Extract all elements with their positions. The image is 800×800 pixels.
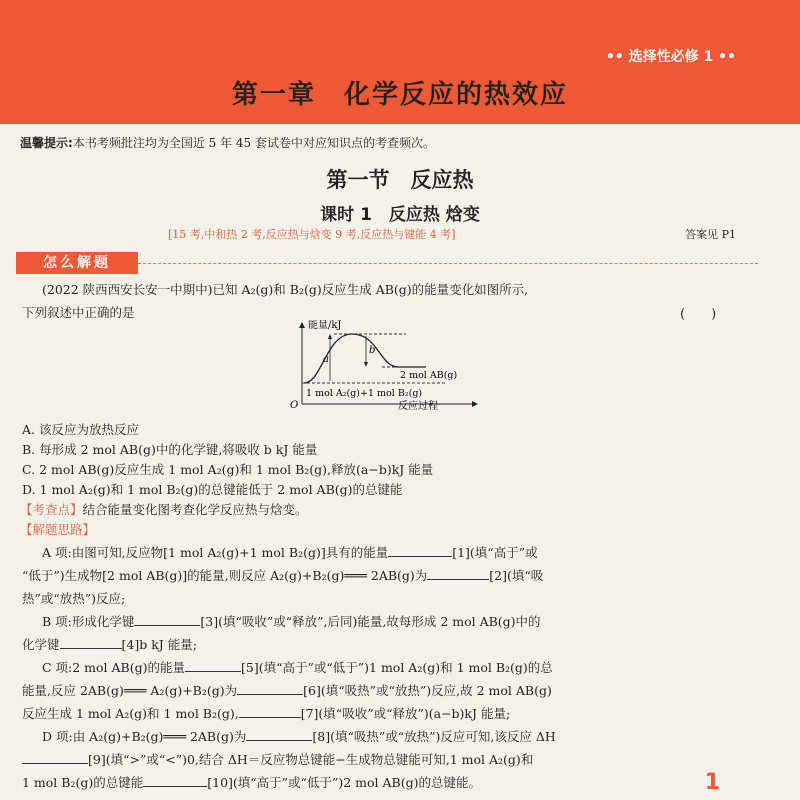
blank-9[interactable] [22, 752, 88, 764]
option-d: D. 1 mol A₂(g)和 1 mol B₂(g)的总键能低于 2 mol AB(g)的总键能 [22, 482, 403, 497]
analysis-d-text-4: 1 mol B₂(g)的总键能 [22, 775, 144, 790]
analysis-a-line-3: 热”或“放热”)反应; [22, 591, 126, 606]
blank-5[interactable] [185, 660, 241, 672]
analysis-d-text-3: [9](填“>”或“<”)0,结合 ΔH＝反应物总键能−生成物总键能可知,1 mol A₂(g)和 [88, 752, 534, 767]
analysis-b-text-1: B 项:形成化学键 [42, 614, 135, 629]
analysis-b-line-2 [22, 635, 197, 653]
analysis-c-text-2: [5](填“高于”或“低于”)1 mol A₂(g)和 1 mol B₂(g)的总 [241, 660, 553, 675]
analysis-d-text-1: D 项:由 A₂(g)+B₂(g)═══ 2AB(g)为 [42, 729, 247, 744]
analysis-b-text-2: [3](填“吸收”或“释放”,后同)能量,故每形成 2 mol AB(g)中的 [200, 614, 541, 629]
divider [138, 263, 758, 264]
label-product: 2 mol AB(g) [400, 370, 458, 381]
analysis-d-line-3 [22, 773, 481, 791]
option-c: C. 2 mol AB(g)反应生成 1 mol A₂(g)和 1 mol B₂(g),释放(a−b)kJ 能量 [22, 462, 434, 477]
analysis-c-text-5: 反应生成 1 mol A₂(g)和 1 mol B₂(g), [22, 706, 239, 721]
tip [20, 134, 435, 151]
blank-1[interactable] [388, 545, 452, 557]
approach-tag: 【解题思路】 [20, 522, 96, 537]
label-b: b [369, 345, 376, 356]
analysis-c-line-3 [22, 704, 510, 722]
energy-diagram [286, 320, 486, 410]
analysis-c-text-6: [7](填“吸收”或“释放”)(a−b)kJ 能量; [300, 706, 511, 721]
answer-paren: ( ) [680, 307, 717, 322]
lesson-title: 课时 1 反应热 焓变 [320, 205, 480, 225]
analysis-c-line-2 [22, 681, 552, 699]
analysis-d-line-2 [22, 750, 533, 768]
chapter-title: 第一章 化学反应的热效应 [231, 80, 568, 110]
analysis-b-text-3: 化学键 [22, 637, 60, 652]
chapter-header [0, 0, 800, 124]
analysis-a-line-2 [22, 566, 543, 584]
arrow-b-head [364, 362, 368, 367]
section-title: 第一节 反应热 [326, 167, 474, 192]
y-axis-label: 能量/kJ [308, 320, 342, 331]
blank-7[interactable] [239, 706, 301, 718]
analysis-d-text-2: [8](填“吸热”或“放热”)反应可知,该反应 ΔH [312, 729, 556, 744]
analysis-c-text-3: 能量,反应 2AB(g)═══ A₂(g)+B₂(g)为 [22, 683, 238, 698]
frequency-note: [15 考,中和热 2 考,反应热与焓变 9 考,反应热与键能 4 考] [168, 228, 456, 241]
blank-4[interactable] [60, 637, 122, 649]
page-number: 1 [704, 770, 720, 795]
analysis-d-text-5: [10](填“高于”或“低于”)2 mol AB(g)的总键能。 [207, 775, 481, 790]
question-line-1: (2022 陕西西安长安一中期中)已知 A₂(g)和 B₂(g)反应生成 AB(g)的能量变化如图所示, [42, 282, 529, 297]
option-b: B. 每形成 2 mol AB(g)中的化学键,将吸收 b kJ 能量 [22, 442, 318, 457]
analysis-b-text-4: [4]b kJ 能量; [121, 637, 197, 652]
analysis-a-text-1: A 项:由图可知,反应物[1 mol A₂(g)+1 mol B₂(g)]具有的能量 [42, 545, 389, 560]
exam-point [20, 500, 308, 518]
series-label: •• 选择性必修 1 •• [605, 49, 736, 65]
blank-2[interactable] [427, 568, 489, 580]
origin-label: O [290, 400, 299, 410]
page-body [0, 124, 800, 800]
blank-8[interactable] [246, 729, 312, 741]
analysis-a-line-1 [42, 543, 538, 561]
analysis-c-text-1: C 项:2 mol AB(g)的能量 [42, 660, 185, 675]
exam-point-tag: 【考查点】 [20, 502, 83, 517]
exam-point-text: 结合能量变化图考查化学反应热与焓变。 [82, 502, 308, 517]
blank-10[interactable] [143, 775, 207, 787]
label-a: a [323, 354, 329, 365]
analysis-a-text-3: “低于”)生成物[2 mol AB(g)]的能量,则反应 A₂(g)+B₂(g)═══ 2AB(g)为 [22, 568, 428, 583]
tip-label: 温馨提示: [20, 136, 73, 150]
x-axis-label: 反应过程 [398, 401, 438, 410]
question-line-2: 下列叙述中正确的是 [22, 305, 135, 320]
analysis-d-line-1 [42, 727, 556, 745]
analysis-c-line-1 [42, 658, 553, 676]
blank-3[interactable] [134, 614, 200, 626]
x-axis-arrow [472, 401, 478, 407]
answer-reference: 答案见 P1 [685, 228, 736, 241]
how-to-solve-badge: 怎么解题 [16, 252, 138, 274]
option-a: A. 该反应为放热反应 [22, 422, 139, 437]
label-reactant: 1 mol A₂(g)+1 mol B₂(g) [306, 388, 423, 399]
arrow-a-head [328, 334, 332, 339]
analysis-c-text-4: [6](填“吸热”或“放热”)反应,故 2 mol AB(g) [303, 683, 552, 698]
blank-6[interactable] [237, 683, 303, 695]
analysis-b-line-1 [42, 612, 541, 630]
tip-text: 本书考频批注均为全国近 5 年 45 套试卷中对应知识点的考查频次。 [72, 136, 435, 150]
analysis-a-text-2: [1](填“高于”或 [452, 545, 538, 560]
analysis-a-text-4: [2](填“吸 [489, 568, 544, 583]
y-axis-arrow [299, 322, 305, 328]
